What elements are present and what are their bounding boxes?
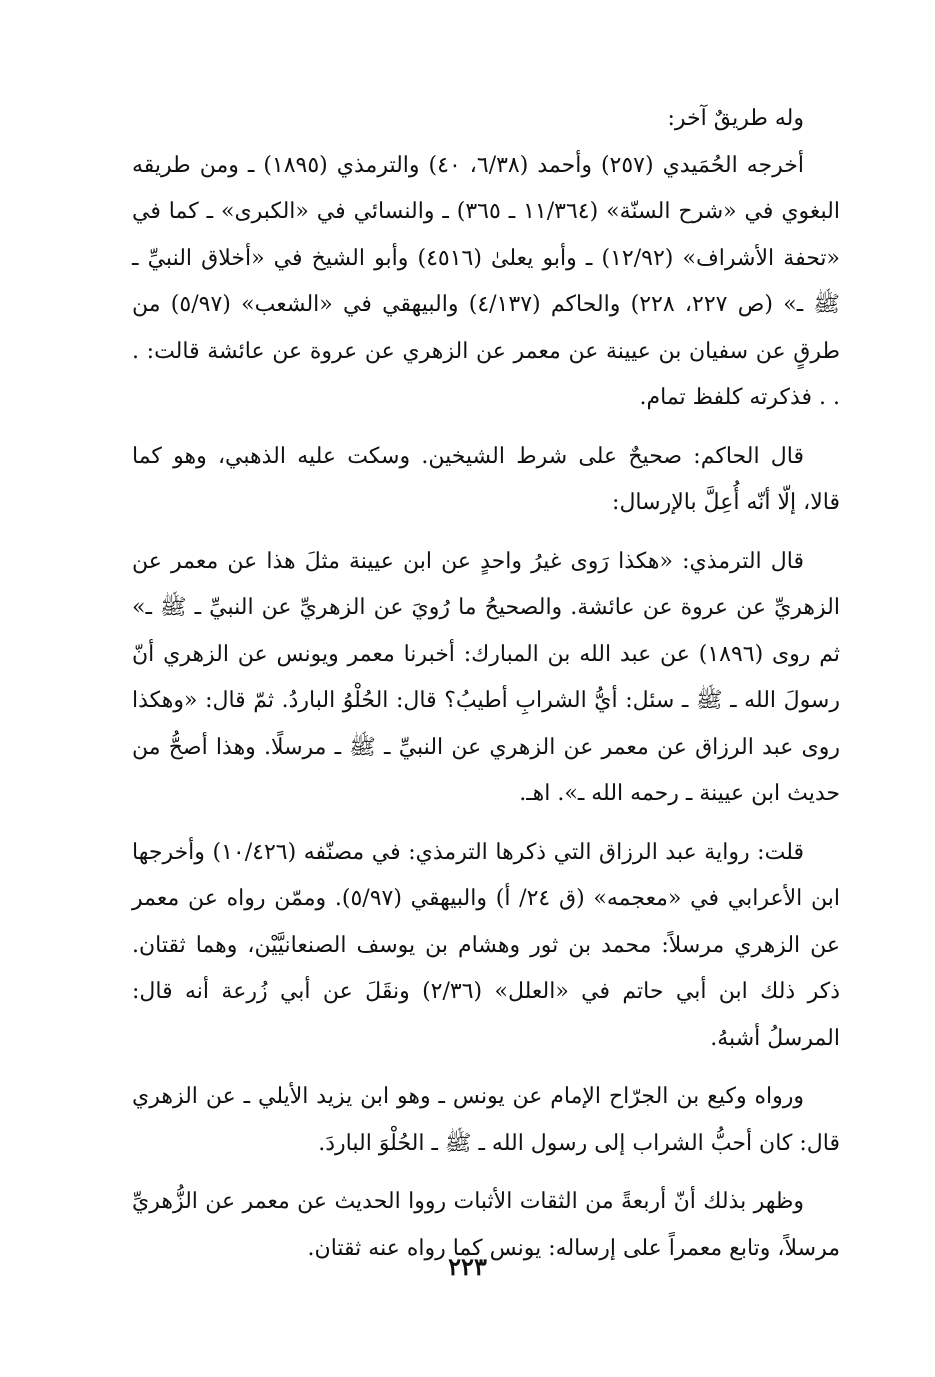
paragraph-takhrij: أخرجه الحُمَيدي (٢٥٧) وأحمد (٦/٣٨، ٤٠) والترمذي (١٨٩٥) ـ ومن طريقه البغوي في «شرح السنّة» (١١/٣٦٤ ـ ٣٦٥) ـ والنسائي في «الكبرى» ـ كما في «تحفة الأشراف» (١٢/٩٢) ـ وأبو يعلىٰ (٤٥١٦) وأبو الشيخ في «أخلاق النبيِّ ـ ﷺ ـ» (ص ٢٢٧، ٢٢٨) والحاكم (٤/١٣٧) والبيهقي في «الشعب» (٥/٩٧) من طرقٍ عن سفيان بن عيينة عن معمر عن الزهري عن عروة عن عائشة قالت: . . . فذكرته كلفظ تمام. — [132, 152, 840, 410]
page-number: ٢٢٣ — [448, 1252, 487, 1281]
paragraph-intro: وله طريقٌ آخر: — [667, 106, 804, 131]
paragraph-abdurrazzaq: قلت: رواية عبد الرزاق التي ذكرها الترمذي: في مصنّفه (١٠/٤٢٦) وأخرجها ابن الأعرابي في «معجمه» (ق ٢٤/ أ) والبيهقي (٥/٩٧). وممّن رواه عن معمر عن الزهري مرسلاً: محمد بن ثور وهشام بن يوسف الصنعانيَّيْن، وهما ثقتان. ذكر ذلك ابن أبي حاتم في «العلل» (٢/٣٦) ونقَلَ عن أبي زُرعة أنه قال: المرسلُ أشبهُ. — [132, 839, 841, 1051]
paragraph-hakim: قال الحاكم: صحيحٌ على شرط الشيخين. وسكت عليه الذهبي، وهو كما قالا، إلّا أنّه أُعِلَّ بالإرسال: — [132, 443, 840, 515]
paragraph-tirmidhi: قال الترمذي: «هكذا رَوى غيرُ واحدٍ عن ابن عيينة مثلَ هذا عن معمر عن الزهريِّ عن عروة عن عائشة. والصحيحُ ما رُويَ عن الزهريِّ عن النبيِّ ـ ﷺ ـ» ثم روى (١٨٩٦) عن عبد الله بن المبارك: أخبرنا معمر ويونس عن الزهري أنّ رسولَ الله ـ ﷺ ـ سئل: أيُّ الشرابِ أطيبُ؟ قال: الحُلْوُ الباردُ. ثمّ قال: «وهكذا روى عبد الرزاق عن معمر عن الزهري عن النبيِّ ـ ﷺ ـ مرسلًا. وهذا أصحُّ من حديث ابن عيينة ـ رحمه الله ـ». اهـ. — [132, 548, 840, 806]
page-body — [132, 96, 840, 1272]
paragraph-conclusion: وظهر بذلك أنّ أربعةً من الثقات الأثبات رووا الحديث عن معمر عن الزُّهريِّ مرسلاً، وتابع معمراً على إرساله: يونس كما رواه عنه ثقتان. — [132, 1189, 840, 1261]
paragraph-waki: ورواه وكيع بن الجرّاح الإمام عن يونس ـ وهو ابن يزيد الأيلي ـ عن الزهري قال: كان أحبُّ الشراب إلى رسول الله ـ ﷺ ـ الحُلْوَ الباردَ. — [132, 1084, 840, 1156]
